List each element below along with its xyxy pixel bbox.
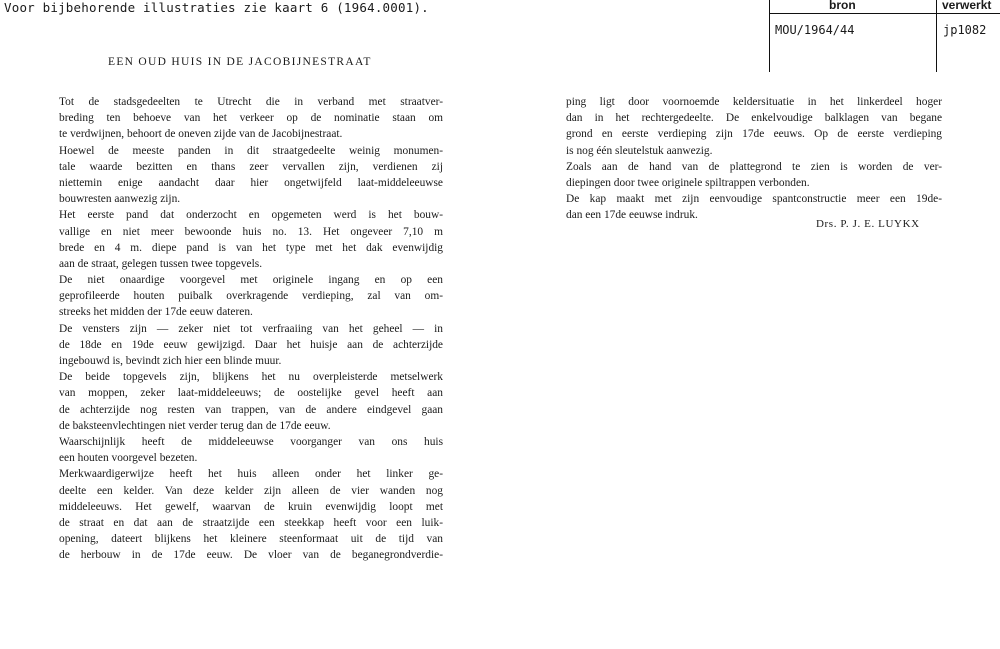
text-line: opening, dateert blijkens het kleinere steenformaat uit de tijd van <box>59 533 443 546</box>
text-line: ingebouwd is, bevindt zich hier een blinde muur. <box>59 355 282 367</box>
stamp-verwerkt-value: jp1082 <box>943 23 987 37</box>
text-line: dan in het rechtergedeelte. De enkelvoudige balklagen van begane <box>566 112 942 125</box>
text-line: niettemin enige aandacht daar hier ongetwijfeld laat-middeleeuwse <box>59 176 443 189</box>
text-line: vallige en niet meer bewoonde huis no. 13. Het ongeveer 7,10 m <box>59 225 443 238</box>
text-line: De beide topgevels zijn, blijkens het nu overpleisterde metselwerk <box>59 371 443 384</box>
text-line: diepingen door twee originele spiltrappen verbonden. <box>566 176 810 189</box>
text-line: brede en 4 m. diepe pand is van het type met het dak evenwijdig <box>59 241 443 254</box>
text-line: de 18de en 19de eeuw gewijzigd. Daar het huisje aan de achterzijde <box>59 338 443 351</box>
text-line: De kap maakt met zijn eenvoudige spantconstructie meer een 19de- <box>566 193 942 206</box>
archive-stamp <box>769 0 1000 72</box>
text-line: de baksteenvlechtingen niet verder terug dan de 17de eeuw. <box>59 419 331 432</box>
text-line: de achterzijde nog resten van trappen, van de andere eindgevel gaan <box>59 403 443 416</box>
text-line: te verdwijnen, behoort de oneven zijde van de Jacobijnestraat. <box>59 128 343 141</box>
text-line: De niet onaardige voorgevel met originele ingang en op een <box>59 274 443 287</box>
text-column-left <box>59 94 443 563</box>
stamp-bron-header: bron <box>829 0 856 12</box>
text-line: grond en eerste verdieping zijn 17de eeuws. Op de eerste verdieping <box>566 128 942 141</box>
text-line: de herbouw in de 17de eeuw. De vloer van de beganegrondverdie- <box>59 549 443 562</box>
stamp-bron-value: MOU/1964/44 <box>775 23 855 37</box>
text-line: Merkwaardigerwijze heeft het huis alleen onder het linker ge- <box>59 468 443 481</box>
text-line: Waarschijnlijk heeft de middeleeuwse voorganger van ons huis <box>59 435 443 448</box>
text-column-right <box>566 94 942 224</box>
text-line: Het eerste pand dat onderzocht en opgemeten werd is het bouw- <box>59 209 443 222</box>
text-line: Hoewel de meeste panden in dit straatgedeelte weinig monumen- <box>59 144 443 157</box>
text-line: De vensters zijn — zeker niet tot verfraaiing van het geheel — in <box>59 322 443 335</box>
text-line: de straat en dat aan de straatzijde een steekkap heeft voor een luik- <box>59 516 443 529</box>
text-line: tale waarde bezitten en thans zeer vervallen zijn, verdienen zij <box>59 160 443 173</box>
author-signature: Drs. P. J. E. LUYKX <box>816 218 920 230</box>
text-line: streeks het midden der 17de eeuw dateren. <box>59 306 253 319</box>
text-line: breding ten behoeve van het verkeer op de nominatie staan om <box>59 112 443 125</box>
text-line: geprofileerde houten puibalk overkragende verdieping, zal van om- <box>59 290 443 303</box>
text-line: Zoals aan de hand van de plattegrond te zien is worden de ver- <box>566 160 942 173</box>
text-line: deelte een kelder. Van deze kelder zijn alleen de vier wanden nog <box>59 484 443 497</box>
stamp-verwerkt-header: verwerkt <box>942 0 992 12</box>
text-line: aan de straat, gelegen tussen twee topgevels. <box>59 257 263 270</box>
text-line: is nog één sleutelstuk aanwezig. <box>566 144 713 157</box>
text-line: Tot de stadsgedeelten te Utrecht die in verband met straatver- <box>59 96 443 108</box>
reference-note: Voor bijbehorende illustraties zie kaart 6 (1964.0001). <box>4 0 429 15</box>
article-title: EEN OUD HUIS IN DE JACOBIJNESTRAAT <box>108 56 372 68</box>
text-line: bouwresten aanwezig zijn. <box>59 193 181 206</box>
text-line: middeleeuws. Het gewelf, waarvan de kruin evenwijdig loopt met <box>59 500 443 513</box>
text-line: ping ligt door voornoemde keldersituatie in het linkerdeel hoger <box>566 96 942 108</box>
text-line: dan een 17de eeuwse indruk. <box>566 209 698 222</box>
text-line: van moppen, zeker laat-middeleeuws; de oostelijke gevel heeft aan <box>59 387 443 400</box>
text-line: een houten voorgevel bezeten. <box>59 452 198 465</box>
